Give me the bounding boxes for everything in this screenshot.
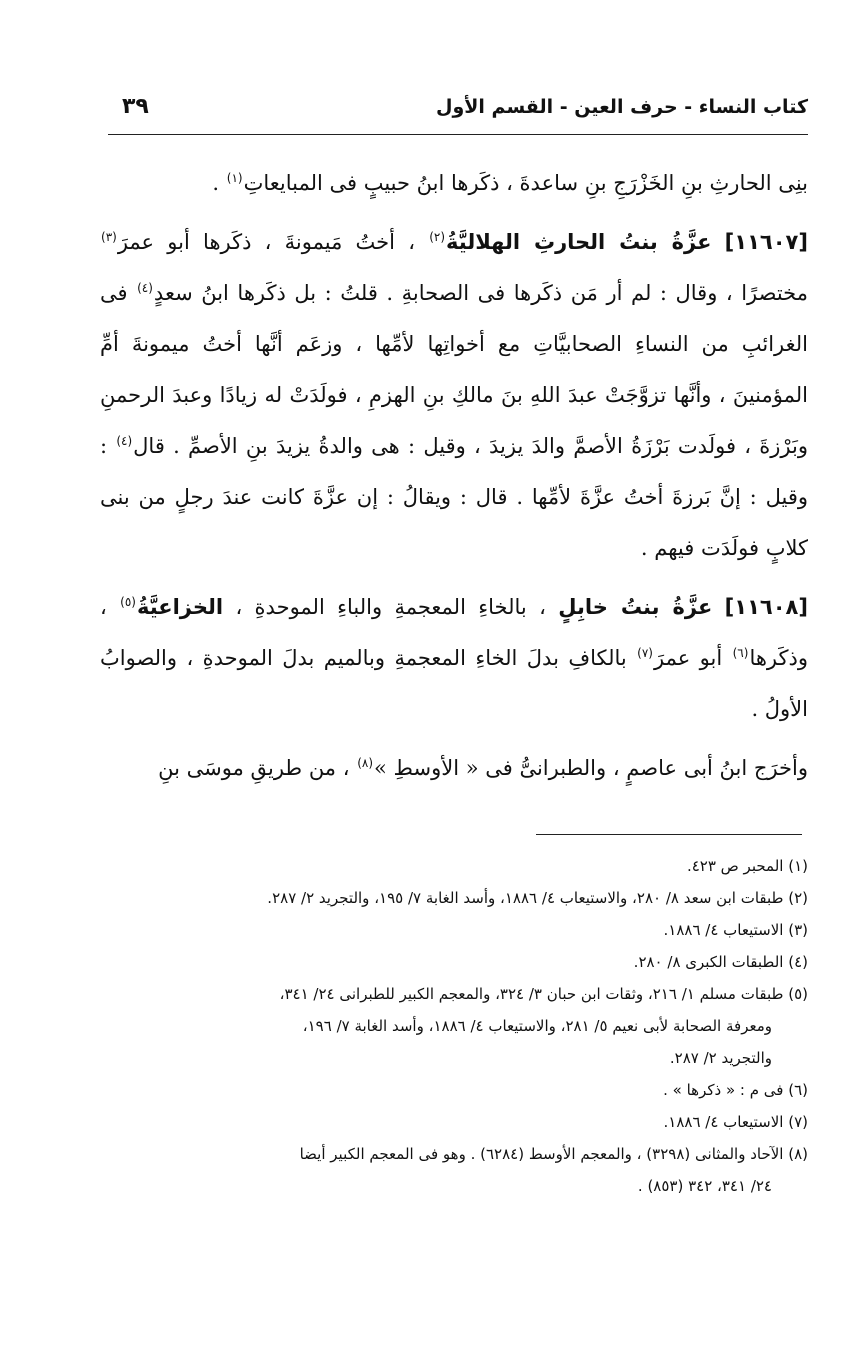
text-span: ، بالخاءِ المعجمةِ والباءِ الموحدةِ ، [235,595,546,619]
text-span: وأخرَج ابنُ أبى عاصمٍ ، والطبرانىُّ فى « الأوسطِ » [374,756,808,780]
page-number: ٣٩ [122,94,149,119]
text-span: بنِى الحارثِ بنِ الخَزْرَجِ بنِ ساعدةَ ، ذكَرها ابنُ حبيبٍ فى المبايعاتِ [243,171,808,195]
footnote-7: (٧) الاستيعاب ٤/ ١٨٨٦. [663,1113,808,1131]
header-rule [108,134,808,135]
footnote-ref: (٦) [732,646,749,660]
footnote-5: (٥) طبقات مسلم ١/ ٢١٦، وثقات ابن حبان ٣/ ٣٢٤، والمعجم الكبير للطبرانى ٢٤/ ٣٤١، [279,985,808,1003]
entry-name-nisba: الخزاعيَّةُ [136,595,224,619]
footnote-5-cont: والتجريد ٢/ ٢٨٧. [669,1049,772,1067]
entry-11608 [100,582,808,735]
footnote-ref: (٧) [637,646,653,660]
footnote-rule [536,834,802,835]
paragraph-hadith [100,743,808,794]
entry-number: [١١٦٠٨] [724,595,808,619]
paragraph-continuation [100,158,808,209]
text-span: أبو عمرَ [653,646,723,670]
text-span: . [212,171,226,195]
footnote-ref: (١) [226,171,243,185]
footnote-ref: (٢) [429,230,446,244]
footnote-ref: (٣) [101,230,117,244]
main-text [100,158,808,794]
footnote-3: (٣) الاستيعاب ٤/ ١٨٨٦. [663,921,808,939]
text-span: ، أختُ مَيمونةَ ، ذكَرها أبو عمرَ [117,230,415,254]
running-title: كتاب النساء - حرف العين - القسم الأول [435,96,808,118]
page-header [108,92,808,132]
entry-number: [١١٦٠٧] [724,230,808,254]
entry-11607 [100,217,808,574]
text-span: : وقيل : إنَّ بَرزةَ أختُ عزَّةَ لأمِّها . قال : ويقالُ : إن عزَّةَ كانت عندَ رجلٍ من بنى كلابٍ فولَدَت فيهم . [100,434,808,560]
footnote-1: (١) المحبر ص ٤٢٣. [686,857,808,875]
footnote-ref: (٥) [120,595,136,609]
footnote-2: (٢) طبقات ابن سعد ٨/ ٢٨٠، والاستيعاب ٤/ ١٨٨٦، وأسد الغابة ٧/ ١٩٥، والتجريد ٢/ ٢٨٧. [267,889,808,907]
footnote-ref: (٤) [137,281,153,295]
entry-name: عزَّةُ بنتُ خابِلٍ [558,595,713,619]
footnote-4: (٤) الطبقات الكبرى ٨/ ٢٨٠. [633,953,808,971]
text-span: بالكافِ بدلَ الخاءِ المعجمةِ وبالميم بدلَ الموحدةِ ، والصوابُ الأولُ . [100,646,808,721]
text-span: ، وذكَرها [100,595,808,670]
footnote-ref: (٤) [116,434,133,448]
footnote-8: (٨) الآحاد والمثانى (٣٢٩٨) ، والمعجم الأوسط (٦٢٨٤) . وهو فى المعجم الكبير أيضا [299,1145,808,1163]
text-span: مختصرًا ، وقال : لم أر مَن ذكَرها فى الصحابةِ . قلتُ : بل ذكَرها ابنُ سعدٍ [153,281,808,305]
entry-name: عزَّةُ بنتُ الحارثِ الهلاليَّةُ [446,230,712,254]
text-span: فى الغرائبِ من النساءِ الصحابيَّاتِ مع أخواتِها لأمِّها ، وزعَم أنَّها أختُ ميمونةَ أمِّ المؤمنينَ ، وأنَّها تزوَّجَتْ عبدَ اللهِ بنَ مالكِ بنِ الهزمِ ، فولَدَتْ له زيادًا وعبدَ الرحمنِ وبَرْزةَ ، فولَدت بَرْزَةُ الأصمَّ والدَ يزيدَ ، وقيل : هى والدةُ يزيدَ بنِ الأصمِّ . قال [100,281,808,458]
footnote-ref: (٨) [357,756,374,770]
footnote-6: (٦) فى م : « ذكرها » . [663,1081,808,1099]
footnote-5-cont: ومعرفة الصحابة لأبى نعيم ٥/ ٢٨١، والاستيعاب ٤/ ١٨٨٦، وأسد الغابة ٧/ ١٩٦، [302,1017,772,1035]
text-span: ، من طريقِ موسَى بنِ [158,756,350,780]
footnotes [110,850,808,1202]
footnote-8-cont: ٢٤/ ٣٤١، ٣٤٢ (٨٥٣) . [637,1177,772,1195]
